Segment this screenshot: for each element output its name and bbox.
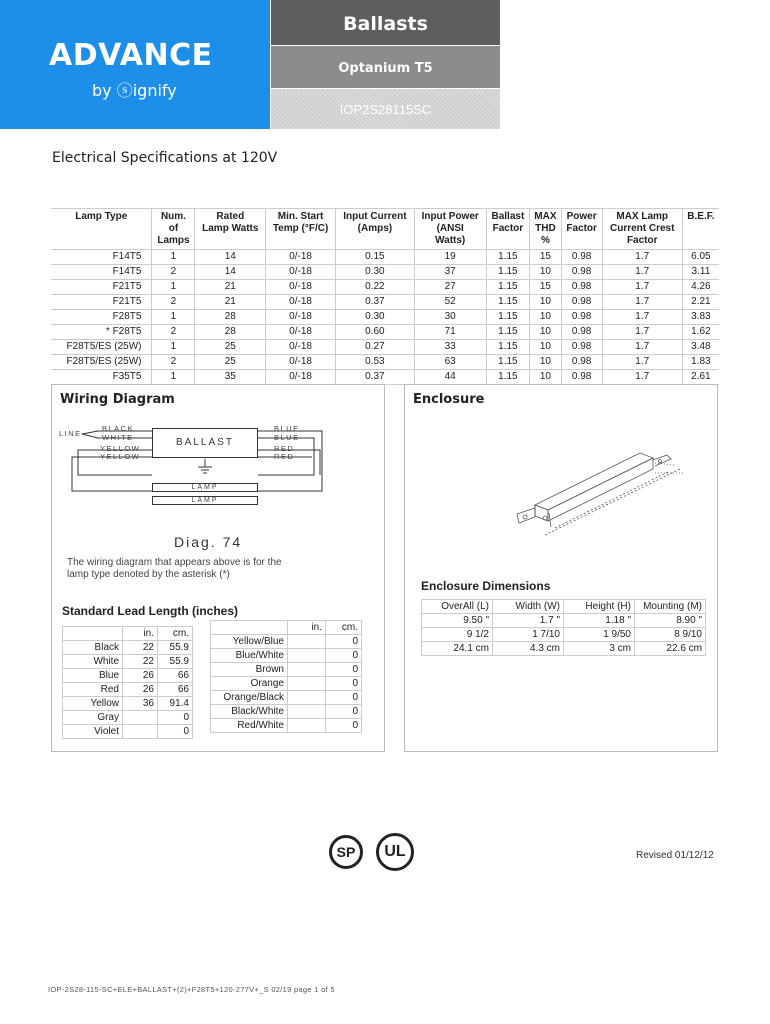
- lead-cell: 26: [123, 683, 158, 697]
- wiring-diagram-panel: [51, 384, 385, 752]
- spec-cell: 0.98: [561, 265, 602, 280]
- lead-cell: 0: [326, 691, 362, 705]
- enclosure-drawing: [505, 413, 705, 543]
- spec-cell: 0.98: [561, 295, 602, 310]
- lead-header-cell: [63, 627, 123, 641]
- spec-cell: 0/-18: [266, 280, 336, 295]
- lead-cell: Blue: [63, 669, 123, 683]
- spec-cell: 1.83: [682, 355, 719, 370]
- spec-row: [51, 325, 719, 340]
- spec-cell: F28T5/ES (25W): [51, 355, 152, 370]
- lead-cell: Orange/Black: [211, 691, 288, 705]
- spec-cell: 0.37: [335, 295, 414, 310]
- enclosure-cell: 4.3 cm: [493, 642, 564, 656]
- lead-header-cell: in.: [288, 621, 326, 635]
- spec-cell: F28T5/ES (25W): [51, 340, 152, 355]
- spec-cell: 2: [152, 295, 195, 310]
- enclosure-dimensions-title: Enclosure Dimensions: [421, 579, 551, 593]
- lead-row: [211, 635, 362, 649]
- spec-header-text: (ANSI: [436, 223, 464, 234]
- lead-cell: [288, 663, 326, 677]
- lead-cell: [288, 719, 326, 733]
- lead-cell: Black: [63, 641, 123, 655]
- header-series: Optanium T5: [271, 46, 500, 88]
- spec-cell: 1: [152, 250, 195, 265]
- spec-row: [51, 340, 719, 355]
- enclosure-header-cell: Height (H): [564, 600, 635, 614]
- spec-header-text: Lamp Type: [75, 211, 128, 222]
- spec-cell: 28: [195, 325, 266, 340]
- enclosure-panel: [404, 384, 718, 752]
- enclosure-cell: 1 7/10: [493, 628, 564, 642]
- line-label: LINE: [59, 429, 82, 438]
- enclosure-cell: 22.6 cm: [635, 642, 706, 656]
- spec-header-text: Rated: [216, 211, 245, 222]
- spec-cell: 15: [530, 250, 561, 265]
- diagram-number: Diag. 74: [174, 534, 243, 550]
- section-title: Electrical Specifications at 120V: [52, 150, 278, 166]
- spec-cell: 1.7: [602, 295, 682, 310]
- spec-header-text: of: [168, 223, 179, 234]
- spec-cell: 44: [414, 370, 486, 385]
- spec-row: [51, 265, 719, 280]
- lead-cell: 0: [326, 649, 362, 663]
- wire-label-red-2: RED: [274, 452, 295, 461]
- lead-row: [63, 711, 193, 725]
- csa-certification-icon: SP: [329, 835, 363, 869]
- footer-part-number: IOP-2S28-115-SC+ELE+BALLAST+(2)+F28T5+120-277V+_S 02/19 page 1 of 5: [48, 985, 335, 994]
- lead-cell: Blue/White: [211, 649, 288, 663]
- lead-header-cell: [211, 621, 288, 635]
- lead-header-cell: cm.: [158, 627, 193, 641]
- spec-cell: 1.15: [486, 295, 530, 310]
- spec-cell: 71: [414, 325, 486, 340]
- lead-row: [211, 705, 362, 719]
- spec-cell: 2.61: [682, 370, 719, 385]
- spec-row: [51, 250, 719, 265]
- spec-cell: 0.22: [335, 280, 414, 295]
- spec-header-text: Ballast: [491, 211, 525, 222]
- spec-header-cell: [682, 209, 719, 250]
- wire-label-blue-1: BLUE: [274, 424, 300, 433]
- spec-cell: 1: [152, 310, 195, 325]
- spec-cell: 2: [152, 265, 195, 280]
- spec-header-cell: [530, 209, 561, 250]
- wire-label-red-1: RED: [274, 444, 295, 453]
- spec-cell: F21T5: [51, 295, 152, 310]
- spec-cell: 1.15: [486, 370, 530, 385]
- spec-cell: 1: [152, 280, 195, 295]
- spec-cell: 33: [414, 340, 486, 355]
- enclosure-cell: 9.50 ": [422, 614, 493, 628]
- enclosure-cell: 1 9/50: [564, 628, 635, 642]
- spec-cell: 3.48: [682, 340, 719, 355]
- spec-cell: 0.98: [561, 325, 602, 340]
- spec-cell: 10: [530, 325, 561, 340]
- spec-cell: F28T5: [51, 310, 152, 325]
- spec-row: [51, 295, 719, 310]
- spec-header-cell: [195, 209, 266, 250]
- spec-header-text: Temp (°F/C): [272, 223, 329, 234]
- spec-cell: 10: [530, 370, 561, 385]
- lead-cell: 66: [158, 683, 193, 697]
- spec-header-text: Factor: [566, 223, 597, 234]
- lead-cell: Brown: [211, 663, 288, 677]
- spec-cell: 0.37: [335, 370, 414, 385]
- spec-header-text: Factor: [626, 235, 658, 246]
- spec-cell: 14: [195, 250, 266, 265]
- spec-header-text: Factor: [492, 223, 524, 234]
- spec-cell: 25: [195, 340, 266, 355]
- spec-header-text: Watts): [435, 235, 466, 246]
- lead-cell: 36: [123, 697, 158, 711]
- spec-header-text: (Amps): [357, 223, 393, 234]
- spec-row: [51, 310, 719, 325]
- lead-row: [211, 691, 362, 705]
- spec-cell: 1.7: [602, 370, 682, 385]
- spec-header-cell: [152, 209, 195, 250]
- spec-cell: 4.26: [682, 280, 719, 295]
- spec-cell: 1.15: [486, 310, 530, 325]
- spec-cell: 2: [152, 325, 195, 340]
- header-model: IOP2S28115SC: [271, 89, 500, 129]
- spec-cell: 3.11: [682, 265, 719, 280]
- spec-cell: 0.53: [335, 355, 414, 370]
- spec-cell: 0.98: [561, 355, 602, 370]
- spec-cell: 1.15: [486, 280, 530, 295]
- enclosure-cell: 8.90 ": [635, 614, 706, 628]
- lead-cell: [288, 677, 326, 691]
- diagram-note: The wiring diagram that appears above is for the lamp type denoted by the asterisk (*): [67, 557, 282, 580]
- enclosure-header-cell: OverAll (L): [422, 600, 493, 614]
- spec-cell: 1.7: [602, 325, 682, 340]
- lead-cell: 0: [326, 677, 362, 691]
- spec-cell: 21: [195, 280, 266, 295]
- spec-header-text: Input Current: [343, 211, 407, 222]
- enclosure-title: Enclosure: [413, 392, 485, 407]
- spec-header-cell: [602, 209, 682, 250]
- spec-cell: 30: [414, 310, 486, 325]
- enclosure-row: [422, 628, 706, 642]
- spec-cell: 2.21: [682, 295, 719, 310]
- lead-cell: [123, 725, 158, 739]
- spec-cell: 0.30: [335, 265, 414, 280]
- ul-certification-icon: UL: [376, 833, 414, 871]
- spec-cell: 0/-18: [266, 295, 336, 310]
- lead-cell: 0: [158, 725, 193, 739]
- lead-cell: 0: [326, 663, 362, 677]
- lead-cell: 55.9: [158, 655, 193, 669]
- spec-cell: 63: [414, 355, 486, 370]
- spec-cell: 10: [530, 310, 561, 325]
- spec-cell: 0/-18: [266, 310, 336, 325]
- enclosure-row: [422, 614, 706, 628]
- wire-label-black: BLACK: [102, 424, 135, 433]
- lead-cell: 0: [326, 719, 362, 733]
- lead-row: [63, 697, 193, 711]
- spec-cell: 10: [530, 295, 561, 310]
- spec-cell: 0.98: [561, 310, 602, 325]
- spec-header-cell: [486, 209, 530, 250]
- spec-cell: 1.7: [602, 340, 682, 355]
- spec-cell: 0.15: [335, 250, 414, 265]
- spec-cell: 0.98: [561, 340, 602, 355]
- lead-cell: 26: [123, 669, 158, 683]
- spec-row: [51, 355, 719, 370]
- spec-header-text: Num.: [160, 211, 186, 222]
- spec-cell: 10: [530, 355, 561, 370]
- spec-cell: 35: [195, 370, 266, 385]
- spec-cell: 10: [530, 265, 561, 280]
- lead-row: [211, 677, 362, 691]
- lead-cell: 55.9: [158, 641, 193, 655]
- spec-cell: 28: [195, 310, 266, 325]
- ballast-box: BALLAST: [152, 428, 258, 458]
- lead-cell: 66: [158, 669, 193, 683]
- spec-header-text: Current Crest: [609, 223, 675, 234]
- wire-label-blue-2: BLUE: [274, 433, 300, 442]
- lead-cell: Orange: [211, 677, 288, 691]
- spec-cell: 1.62: [682, 325, 719, 340]
- lead-cell: 91.4: [158, 697, 193, 711]
- spec-cell: F21T5: [51, 280, 152, 295]
- spec-cell: 0/-18: [266, 340, 336, 355]
- lead-length-title: Standard Lead Length (inches): [62, 604, 239, 618]
- advance-logo: ADVANCE: [49, 38, 213, 73]
- wire-label-white: WHITE: [102, 433, 134, 442]
- lead-cell: Red: [63, 683, 123, 697]
- spec-cell: 0.98: [561, 370, 602, 385]
- enclosure-header-cell: Mounting (M): [635, 600, 706, 614]
- spec-cell: 0/-18: [266, 325, 336, 340]
- lamp-2: LAMP: [152, 496, 258, 505]
- spec-cell: 1.7: [602, 265, 682, 280]
- signify-tagline: by ⓢignify: [92, 81, 177, 100]
- spec-cell: 0.60: [335, 325, 414, 340]
- lead-header-cell: cm.: [326, 621, 362, 635]
- spec-header-text: Lamps: [157, 235, 190, 246]
- lead-cell: 0: [326, 705, 362, 719]
- wire-label-yellow-2: YELLOW: [100, 452, 141, 461]
- spec-header-cell: [561, 209, 602, 250]
- spec-cell: 2: [152, 355, 195, 370]
- spec-cell: 1.15: [486, 265, 530, 280]
- lead-row: [211, 663, 362, 677]
- spec-cell: 19: [414, 250, 486, 265]
- enclosure-cell: 1.18 ": [564, 614, 635, 628]
- wire-label-yellow-1: YELLOW: [100, 444, 141, 453]
- enclosure-cell: 9 1/2: [422, 628, 493, 642]
- spec-cell: 25: [195, 355, 266, 370]
- lead-cell: [288, 705, 326, 719]
- spec-header-text: MAX Lamp: [616, 211, 669, 222]
- spec-header-text: Input Power: [421, 211, 479, 222]
- spec-cell: 1: [152, 340, 195, 355]
- lead-row: [63, 725, 193, 739]
- spec-header-cell: [414, 209, 486, 250]
- lead-cell: [288, 649, 326, 663]
- lead-cell: White: [63, 655, 123, 669]
- spec-cell: 0.98: [561, 250, 602, 265]
- spec-cell: F35T5: [51, 370, 152, 385]
- spec-header-text: Min. Start: [277, 211, 324, 222]
- spec-header-cell: [266, 209, 336, 250]
- spec-header-cell: [335, 209, 414, 250]
- enclosure-dimensions-table: [421, 599, 706, 656]
- spec-header-text: Power: [566, 211, 597, 222]
- enclosure-cell: 3 cm: [564, 642, 635, 656]
- lead-length-table-left: [62, 626, 193, 739]
- lead-row: [211, 719, 362, 733]
- spec-cell: 14: [195, 265, 266, 280]
- lead-cell: 22: [123, 641, 158, 655]
- spec-cell: 1.15: [486, 355, 530, 370]
- lead-cell: Black/White: [211, 705, 288, 719]
- spec-cell: * F28T5: [51, 325, 152, 340]
- spec-header-text: MAX: [534, 211, 557, 222]
- spec-cell: 0/-18: [266, 355, 336, 370]
- spec-row: [51, 280, 719, 295]
- spec-cell: F14T5: [51, 250, 152, 265]
- spec-cell: 1: [152, 370, 195, 385]
- spec-cell: 21: [195, 295, 266, 310]
- lead-row: [63, 669, 193, 683]
- spec-cell: 27: [414, 280, 486, 295]
- spec-cell: 10: [530, 340, 561, 355]
- lead-cell: [123, 711, 158, 725]
- lead-cell: Violet: [63, 725, 123, 739]
- spec-cell: 1.15: [486, 340, 530, 355]
- lead-cell: [288, 635, 326, 649]
- lead-length-table-right: [210, 620, 362, 733]
- spec-header-cell: [51, 209, 152, 250]
- brand-panel: [0, 0, 270, 129]
- enclosure-cell: 24.1 cm: [422, 642, 493, 656]
- spec-header-text: Lamp Watts: [202, 223, 259, 234]
- spec-cell: 1.7: [602, 250, 682, 265]
- lead-cell: Gray: [63, 711, 123, 725]
- lead-cell: Yellow/Blue: [211, 635, 288, 649]
- spec-cell: 0.30: [335, 310, 414, 325]
- revised-date: Revised 01/12/12: [636, 850, 714, 861]
- spec-header-text: THD: [535, 223, 556, 234]
- spec-header-text: B.E.F.: [687, 211, 715, 222]
- lead-cell: Yellow: [63, 697, 123, 711]
- spec-cell: 0/-18: [266, 250, 336, 265]
- spec-cell: 52: [414, 295, 486, 310]
- lead-row: [63, 641, 193, 655]
- lead-cell: [288, 691, 326, 705]
- wiring-diagram-title: Wiring Diagram: [60, 392, 175, 407]
- lead-cell: 22: [123, 655, 158, 669]
- spec-cell: 1.15: [486, 325, 530, 340]
- spec-cell: F14T5: [51, 265, 152, 280]
- lead-header-cell: in.: [123, 627, 158, 641]
- spec-cell: 3.83: [682, 310, 719, 325]
- enclosure-cell: 8 9/10: [635, 628, 706, 642]
- spec-cell: 0.98: [561, 280, 602, 295]
- spec-header-text: %: [540, 235, 550, 246]
- header-category: Ballasts: [271, 0, 500, 45]
- lead-cell: Red/White: [211, 719, 288, 733]
- lead-row: [63, 683, 193, 697]
- spec-cell: 37: [414, 265, 486, 280]
- spec-header-row: [51, 209, 719, 250]
- enclosure-cell: 1.7 ": [493, 614, 564, 628]
- spec-cell: 1.7: [602, 310, 682, 325]
- electrical-spec-table: [51, 208, 719, 385]
- spec-cell: 0/-18: [266, 265, 336, 280]
- spec-cell: 1.15: [486, 250, 530, 265]
- enclosure-header-cell: Width (W): [493, 600, 564, 614]
- lead-cell: 0: [158, 711, 193, 725]
- spec-cell: 0.27: [335, 340, 414, 355]
- lamp-1: LAMP: [152, 483, 258, 492]
- spec-cell: 15: [530, 280, 561, 295]
- spec-cell: 6.05: [682, 250, 719, 265]
- enclosure-row: [422, 642, 706, 656]
- lead-row: [211, 649, 362, 663]
- spec-cell: 1.7: [602, 355, 682, 370]
- spec-row: [51, 370, 719, 385]
- spec-cell: 0/-18: [266, 370, 336, 385]
- spec-cell: 1.7: [602, 280, 682, 295]
- lead-cell: 0: [326, 635, 362, 649]
- lead-row: [63, 655, 193, 669]
